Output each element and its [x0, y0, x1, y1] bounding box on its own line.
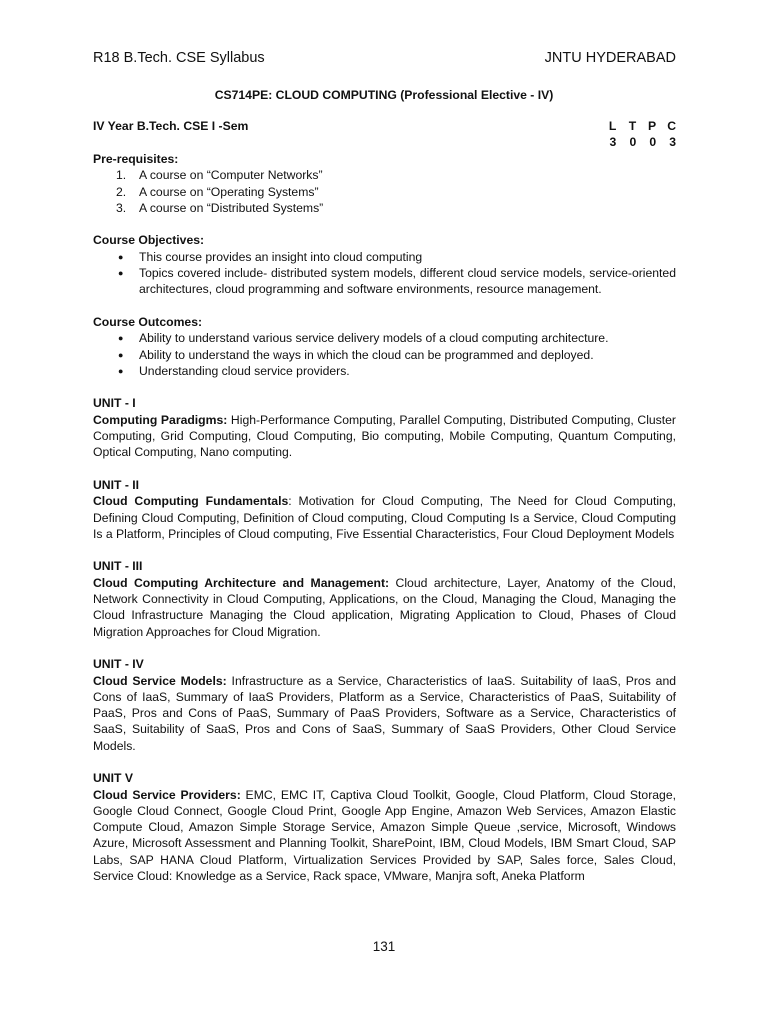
- unit-lead: Cloud Computing Fundamentals: [93, 494, 289, 509]
- ltpc-label-t: T: [628, 119, 637, 133]
- outcomes-section: [93, 314, 676, 379]
- list-item: [93, 200, 676, 216]
- list-item: [93, 249, 676, 265]
- list-text: A course on “Distributed Systems”: [139, 200, 324, 215]
- list-text: Ability to understand the ways in which the cloud can be programmed and deployed.: [139, 347, 594, 362]
- course-title: CS714PE: CLOUD COMPUTING (Professional Elective - IV): [214, 88, 554, 102]
- bullet-icon: ●: [118, 333, 124, 344]
- prerequisites-section: [93, 151, 676, 216]
- ltpc-table: [600, 118, 676, 151]
- objectives-heading: Course Objectives:: [93, 233, 205, 248]
- page-header: [93, 50, 676, 70]
- unit-5: [93, 770, 676, 884]
- unit-text: EMC, EMC IT, Captiva Cloud Toolkit, Google, Cloud Platform, Cloud Storage, Google Cloud Connect, Google Cloud Print, Google App Engine, Amazon Web Services, Amazon Elastic Compute Cloud, Amazon Simple Storage Service, Amazon Simple Queue ,service, Microsoft, Windows Azure, Microsoft Assessment and Planning Toolkit, SharePoint, IBM, Cloud Models, IBM Smart Cloud, SAP Labs, SAP HANA Cloud Platform, Virtualization Services Provided by SAP, Sales force, Sales Cloud, Service Cloud: Knowledge as a Service, Rack space, VMware, Manjra soft, Aneka Platform: [93, 787, 676, 884]
- ltpc-values: [600, 134, 676, 150]
- unit-lead: Computing Paradigms:: [93, 412, 228, 427]
- unit-heading: UNIT - III: [93, 559, 143, 574]
- list-number: 1.: [116, 168, 127, 183]
- unit-text: Infrastructure as a Service, Characteristics of IaaS. Suitability of IaaS, Pros and Cons of IaaS, Summary of IaaS Providers, Platform as a Service, Characteristics of PaaS, Suitability of PaaS, Pros and Cons of PaaS, Summary of PaaS Providers, Software as a Service, Characteristics of SaaS, Suitability of SaaS, Pros and Cons of SaaS, Summary of SaaS Providers, Other Cloud Service Models.: [93, 673, 676, 753]
- header-right: JNTU HYDERABAD: [544, 50, 676, 66]
- list-number: 2.: [116, 184, 127, 199]
- year-line: IV Year B.Tech. CSE I -Sem: [93, 119, 249, 133]
- page-number: 131: [372, 939, 396, 954]
- list-text: This course provides an insight into cloud computing: [139, 249, 423, 264]
- ltpc-label-l: L: [608, 119, 617, 133]
- list-item: [93, 330, 676, 346]
- list-text: A course on “Computer Networks”: [139, 168, 323, 183]
- unit-heading: UNIT - IV: [93, 657, 144, 672]
- unit-lead: Cloud Service Providers:: [93, 787, 241, 802]
- unit-1: [93, 395, 676, 460]
- ltpc-value-c: 3: [669, 135, 676, 150]
- unit-content: [93, 575, 676, 640]
- unit-4: [93, 656, 676, 754]
- unit-content: [93, 412, 676, 461]
- syllabus-body: [93, 118, 676, 884]
- list-text: A course on “Operating Systems”: [139, 184, 319, 199]
- unit-2: [93, 477, 676, 542]
- unit-text: Cloud architecture, Layer, Anatomy of the Cloud, Network Connectivity in Cloud Computing, Applications, on the Cloud, Managing the Cloud, Managing the Cloud Infrastructure Managing the Cloud application, Migrating Application to Cloud, Phases of Cloud Migration Approaches for Cloud Migration.: [93, 575, 676, 639]
- ltpc-value-t: 0: [629, 135, 637, 150]
- list-item: [93, 347, 676, 363]
- unit-3: [93, 558, 676, 639]
- unit-lead: Cloud Service Models:: [93, 673, 227, 688]
- bullet-icon: ●: [118, 251, 124, 262]
- list-number: 3.: [116, 200, 127, 215]
- unit-content: [93, 787, 676, 885]
- unit-text: High-Performance Computing, Parallel Computing, Distributed Computing, Cluster Computing, Grid Computing, Cloud Computing, Bio computing, Mobile Computing, Quantum Computing, Optical Computing, Nano computing.: [93, 412, 676, 460]
- list-item: [93, 265, 676, 298]
- list-item: [93, 184, 676, 200]
- outcomes-heading: Course Outcomes:: [93, 314, 203, 329]
- list-item: [93, 363, 676, 379]
- list-item: [93, 167, 676, 183]
- bullet-icon: ●: [118, 349, 124, 360]
- list-text: Understanding cloud service providers.: [139, 363, 350, 378]
- prerequisites-heading: Pre-requisites:: [93, 152, 179, 166]
- unit-heading: UNIT - I: [93, 396, 136, 411]
- ltpc-value-l: 3: [609, 135, 617, 150]
- unit-content: [93, 493, 676, 542]
- header-left: R18 B.Tech. CSE Syllabus: [93, 50, 265, 66]
- unit-heading: UNIT V: [93, 771, 133, 786]
- ltpc-value-p: 0: [649, 135, 657, 150]
- unit-heading: UNIT - II: [93, 477, 140, 492]
- ltpc-label-c: C: [667, 119, 676, 133]
- ltpc-label-p: P: [647, 119, 657, 133]
- year-row: [93, 118, 676, 150]
- unit-lead: Cloud Computing Architecture and Management:: [93, 575, 390, 590]
- unit-content: [93, 673, 676, 754]
- list-text: Ability to understand various service delivery models of a cloud computing architecture.: [139, 331, 609, 346]
- list-text: Topics covered include- distributed system models, different cloud service models, service-oriented architectures, cloud programming and software environments, resource management.: [139, 266, 676, 297]
- bullet-icon: ●: [118, 268, 124, 279]
- bullet-icon: ●: [118, 365, 124, 376]
- objectives-section: [93, 232, 676, 297]
- unit-text: : Motivation for Cloud Computing, The Need for Cloud Computing, Defining Cloud Computing, Definition of Cloud computing, Cloud Computing Is a Service, Cloud Computing Is a Platform, Principles of Cloud computing, Five Essential Characteristics, Four Cloud Deployment Models: [93, 494, 676, 541]
- ltpc-labels: [600, 118, 676, 134]
